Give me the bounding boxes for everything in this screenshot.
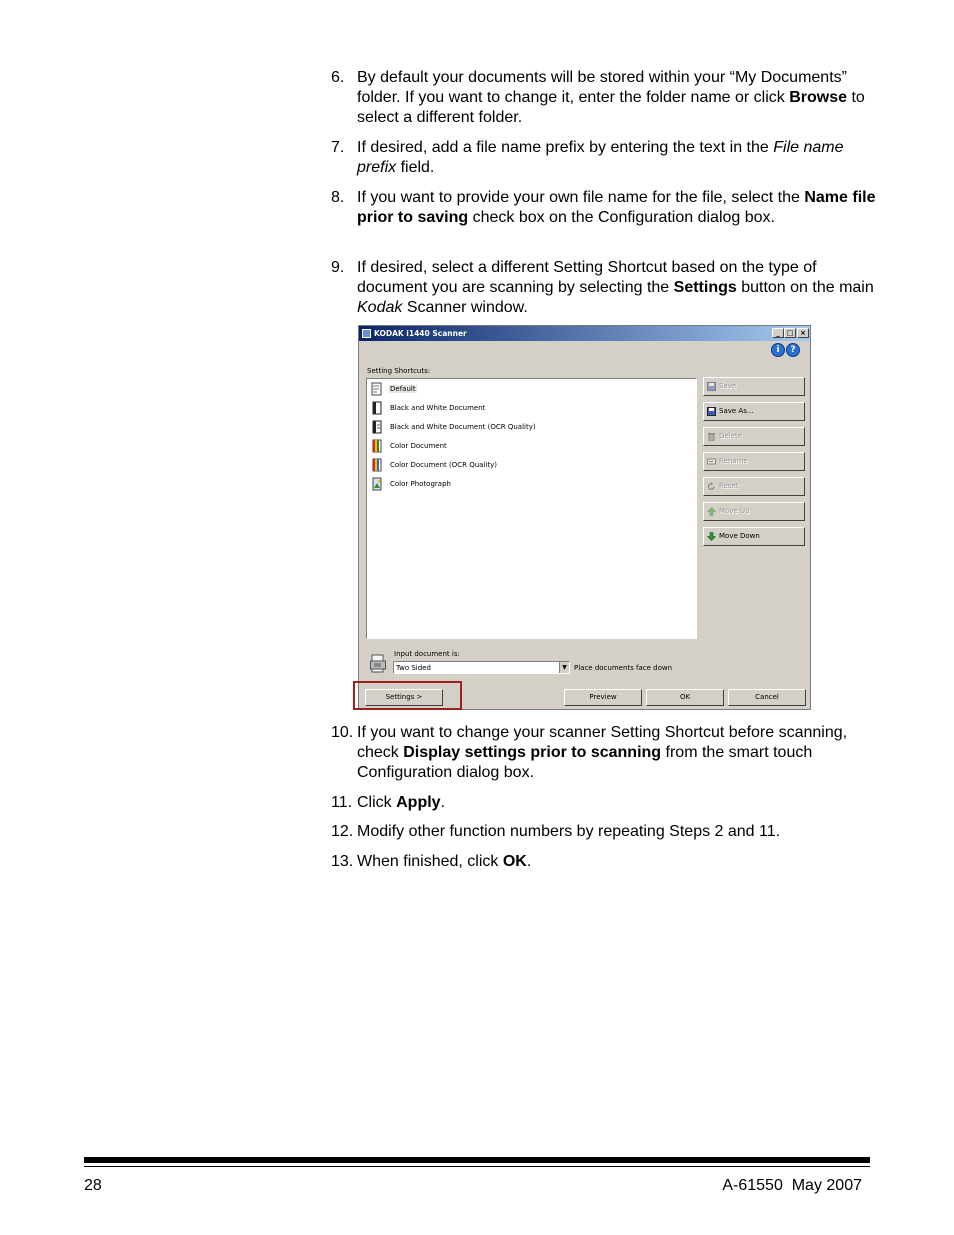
help-icons [771, 343, 801, 360]
color-ocr-doc-icon [371, 458, 383, 472]
bold-term: Browse [789, 89, 848, 106]
move-up-button[interactable] [703, 502, 805, 521]
scanner-dialog-screenshot [358, 325, 811, 710]
list-item-label: Default [390, 385, 416, 393]
ok-button[interactable]: OK [646, 689, 724, 706]
input-document-select[interactable] [393, 661, 570, 674]
text-run: to select a different folder. [357, 89, 865, 126]
list-item[interactable] [370, 476, 690, 493]
step-text [357, 793, 876, 813]
document-id: A-61550 May 2007 [722, 1177, 862, 1194]
save-as-icon [707, 407, 716, 416]
page-number: 28 [84, 1177, 102, 1194]
input-document-label: Input document is: [394, 650, 460, 658]
step-number: 8. [331, 189, 345, 206]
text-run: If desired, select a different Setting Shortcut based on the type of document you are scanning by selecting the [357, 259, 817, 296]
text-run: By default your documents will be stored within your “My Documents” folder. If you want to change it, enter the folder name or click [357, 69, 847, 106]
reset-icon [707, 482, 716, 491]
title-bar [359, 326, 810, 341]
text-run: check box on the Configuration dialog box. [468, 209, 775, 226]
delete-icon [707, 432, 716, 441]
scanner-feed-icon [370, 653, 386, 675]
list-item[interactable] [370, 457, 690, 474]
step-number: 9. [331, 259, 345, 276]
move-down-label: Move Down [719, 532, 760, 540]
step-text [357, 68, 876, 128]
step-text [357, 723, 876, 783]
text-run: When finished, click [357, 853, 503, 870]
text-run: from the smart touch Configuration dialog box. [357, 744, 813, 781]
list-item[interactable] [370, 438, 690, 455]
settings-button-highlight [353, 681, 462, 710]
color-photo-icon [371, 477, 383, 491]
step-number: 6. [331, 69, 345, 86]
save-button[interactable] [703, 377, 805, 396]
reset-button[interactable] [703, 477, 805, 496]
bold-term: Display settings prior to scanning [403, 744, 662, 761]
step-text [357, 822, 876, 842]
input-document-value: Two Sided [396, 664, 431, 672]
color-doc-icon [371, 439, 383, 453]
move-down-icon [707, 532, 716, 541]
move-up-icon [707, 507, 716, 516]
place-documents-note: Place documents face down [574, 664, 673, 672]
save-icon [707, 382, 716, 391]
minimize-button[interactable]: _ [772, 328, 784, 338]
text-run: . [440, 794, 446, 811]
bold-term: OK [502, 853, 527, 870]
move-down-button[interactable] [703, 527, 805, 546]
text-run: . [526, 853, 532, 870]
text-run: If you want to provide your own file name for the file, select the [357, 189, 805, 206]
text-run: button on the main [736, 279, 874, 296]
step-text [357, 188, 876, 228]
move-up-label: Move Up [719, 507, 750, 515]
reset-label: Reset [719, 482, 739, 490]
bold-term: Settings [673, 279, 737, 296]
footer-rule-thin [84, 1166, 870, 1167]
delete-label: Delete [719, 432, 742, 440]
italic-term: File name prefix [357, 139, 844, 176]
list-item-label: Black and White Document (OCR Quality) [390, 423, 536, 431]
bold-term: Name file prior to saving [357, 189, 876, 226]
cancel-button[interactable]: Cancel [728, 689, 806, 706]
step-text [357, 852, 876, 872]
settings-button[interactable]: Settings > [365, 689, 443, 706]
window-title: KODAK i1440 Scanner [374, 329, 467, 338]
maximize-button[interactable]: □ [784, 328, 796, 338]
step-text [357, 138, 876, 178]
text-run: Click [357, 794, 397, 811]
rename-label: Rename [719, 457, 748, 465]
text-run: If desired, add a file name prefix by entering the text in the [357, 139, 774, 156]
close-button[interactable]: × [797, 328, 809, 338]
bw-ocr-doc-icon [371, 420, 383, 434]
preview-button[interactable]: Preview [564, 689, 642, 706]
text-run: If you want to change your scanner Setting Shortcut before scanning, check [357, 724, 848, 761]
list-item-label: Color Document [390, 442, 447, 450]
step-number: 10. [331, 724, 354, 741]
delete-button[interactable] [703, 427, 805, 446]
save-as-button[interactable] [703, 402, 805, 421]
rename-button[interactable] [703, 452, 805, 471]
list-item-label: Color Photograph [390, 480, 451, 488]
step-number: 13. [331, 853, 354, 870]
info-icon[interactable]: i [771, 343, 785, 357]
bold-term: Apply [396, 794, 441, 811]
step-number: 11. [331, 794, 353, 811]
text-run: Modify other function numbers by repeating Steps 2 and 11. [357, 823, 781, 840]
step-number: 7. [331, 139, 345, 156]
step-text [357, 258, 876, 318]
footer-rule-thick [84, 1157, 870, 1163]
text-run: Scanner window. [402, 299, 528, 316]
save-as-label: Save As... [719, 407, 754, 415]
rename-icon [707, 457, 716, 466]
list-item[interactable] [370, 419, 690, 436]
list-item-label: Color Document (OCR Quality) [390, 461, 497, 469]
save-label: Save [719, 382, 737, 390]
list-item-label: Black and White Document [390, 404, 486, 412]
list-item[interactable] [370, 381, 690, 398]
help-icon[interactable]: ? [786, 343, 800, 357]
chevron-down-icon[interactable]: ▼ [559, 662, 569, 673]
setting-shortcuts-label: Setting Shortcuts: [367, 367, 431, 375]
list-item[interactable] [370, 400, 690, 417]
bw-doc-icon [371, 401, 383, 415]
text-run: field. [396, 159, 435, 176]
default-doc-icon [371, 382, 383, 396]
app-icon [362, 329, 371, 338]
step-number: 12. [331, 823, 354, 840]
italic-term: Kodak [357, 299, 403, 316]
setting-shortcuts-list[interactable] [366, 378, 697, 639]
